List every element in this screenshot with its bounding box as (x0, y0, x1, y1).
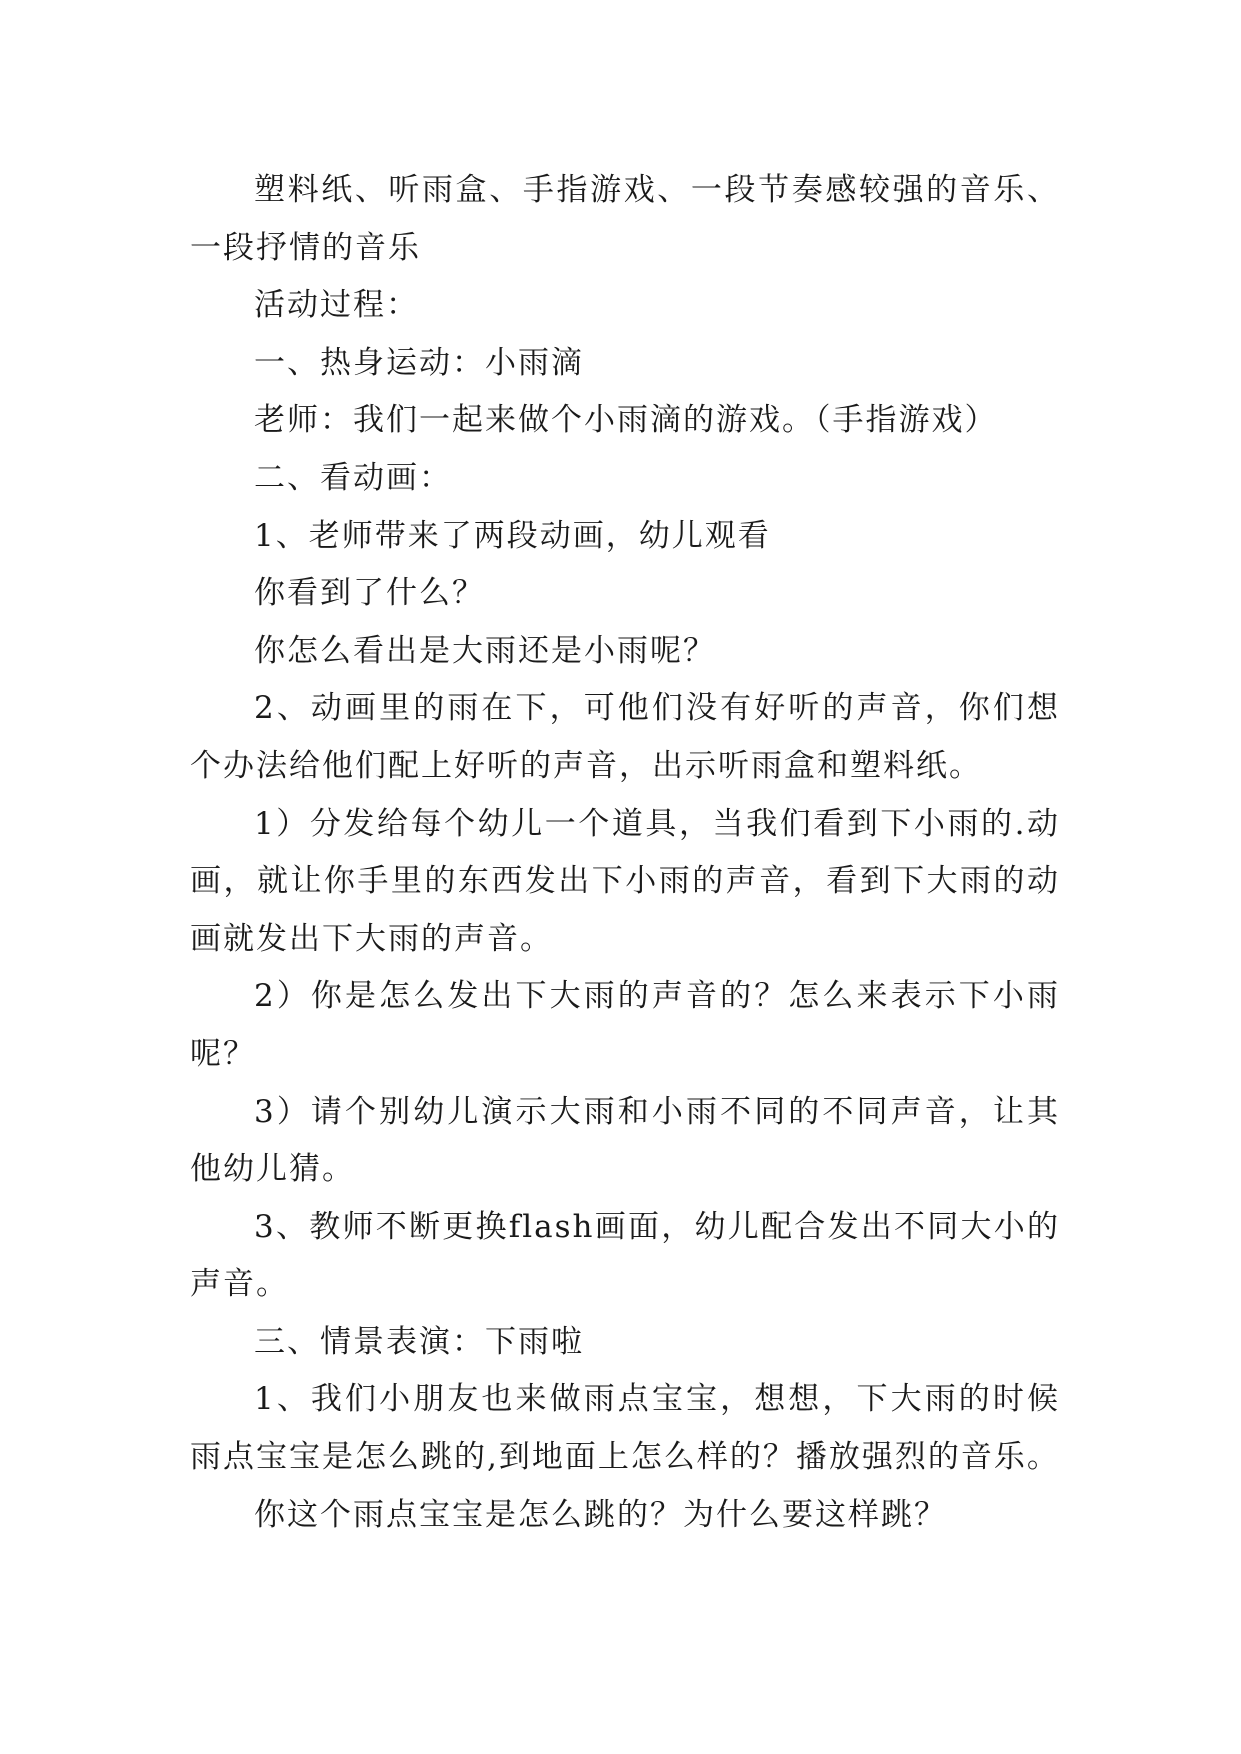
paragraph-substep-2: 2）你是怎么发出下大雨的声音的？怎么来表示下小雨呢？ (190, 978, 1060, 1072)
paragraph-substep-1: 1）分发给每个幼儿一个道具，当我们看到下小雨的.动画，就让你手里的东西发出下小雨的声音，看到下大雨的动画就发出下大雨的声音。 (190, 805, 1060, 957)
document-body (190, 162, 1060, 1544)
paragraph-step-3: 3、教师不断更换flash画面，幼儿配合发出不同大小的声音。 (190, 1208, 1060, 1303)
paragraph-substep-3: 3）请个别幼儿演示大雨和小雨不同的不同声音，让其他幼儿猜。 (190, 1093, 1060, 1188)
paragraph-activity-process: 活动过程： (254, 287, 419, 324)
paragraph-question-how-jump: 你这个雨点宝宝是怎么跳的？为什么要这样跳？ (254, 1496, 947, 1533)
paragraph-question-big-small-rain: 你怎么看出是大雨还是小雨呢？ (254, 632, 716, 669)
paragraph-step-2: 2、动画里的雨在下，可他们没有好听的声音，你们想个办法给他们配上好听的声音，出示听雨盒和塑料纸。 (190, 690, 1060, 784)
paragraph-section-3-heading: 三、情景表演：下雨啦 (254, 1323, 584, 1360)
paragraph-section-2-heading: 二、看动画： (254, 459, 452, 496)
paragraph-materials: 塑料纸、听雨盒、手指游戏、一段节奏感较强的音乐、一段抒情的音乐 (190, 172, 1060, 266)
paragraph-step-1: 1、老师带来了两段动画，幼儿观看 (254, 517, 771, 554)
paragraph-teacher-intro: 老师：我们一起来做个小雨滴的游戏。（手指游戏） (254, 402, 998, 439)
paragraph-question-what-seen: 你看到了什么？ (254, 575, 485, 612)
paragraph-section-1-heading: 一、热身运动：小雨滴 (254, 344, 584, 381)
paragraph-performance-step-1: 1、我们小朋友也来做雨点宝宝，想想，下大雨的时候雨点宝宝是怎么跳的,到地面上怎么样的？播放强烈的音乐。 (190, 1381, 1060, 1476)
